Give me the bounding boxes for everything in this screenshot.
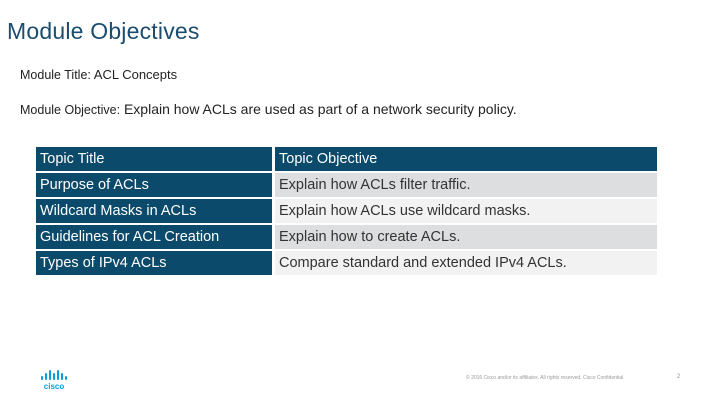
page-number: 2 bbox=[677, 374, 681, 380]
module-objective-line bbox=[20, 101, 517, 117]
topic-objective-cell: Explain how ACLs filter traffic. bbox=[275, 173, 657, 197]
topic-title-cell: Guidelines for ACL Creation bbox=[36, 225, 272, 249]
table-row bbox=[36, 173, 657, 197]
table-row bbox=[36, 199, 657, 223]
table-row bbox=[36, 251, 657, 275]
topic-objective-cell: Compare standard and extended IPv4 ACLs. bbox=[275, 251, 657, 275]
table-row bbox=[36, 225, 657, 249]
module-objective-label: Module Objective: bbox=[20, 103, 121, 117]
topic-title-cell: Types of IPv4 ACLs bbox=[36, 251, 272, 275]
topic-table bbox=[36, 145, 657, 277]
topic-title-cell: Purpose of ACLs bbox=[36, 173, 272, 197]
cisco-logo bbox=[40, 370, 68, 390]
header-topic-objective: Topic Objective bbox=[275, 147, 657, 171]
table-header-row bbox=[36, 147, 657, 171]
topic-objective-cell: Explain how to create ACLs. bbox=[275, 225, 657, 249]
module-objective-value: Explain how ACLs are used as part of a network security policy. bbox=[123, 101, 517, 117]
cisco-logo-text: cisco bbox=[43, 382, 65, 390]
header-topic-title: Topic Title bbox=[36, 147, 272, 171]
topic-objective-cell: Explain how ACLs use wildcard masks. bbox=[275, 199, 657, 223]
module-title-line bbox=[20, 67, 177, 82]
topic-title-cell: Wildcard Masks in ACLs bbox=[36, 199, 272, 223]
slide-title: Module Objectives bbox=[7, 18, 200, 44]
module-title-label: Module Title: bbox=[20, 68, 91, 82]
copyright-text: © 2016 Cisco and/or its affiliates. All rights reserved. Cisco Confidential bbox=[466, 375, 624, 381]
module-title-value: ACL Concepts bbox=[93, 67, 178, 82]
